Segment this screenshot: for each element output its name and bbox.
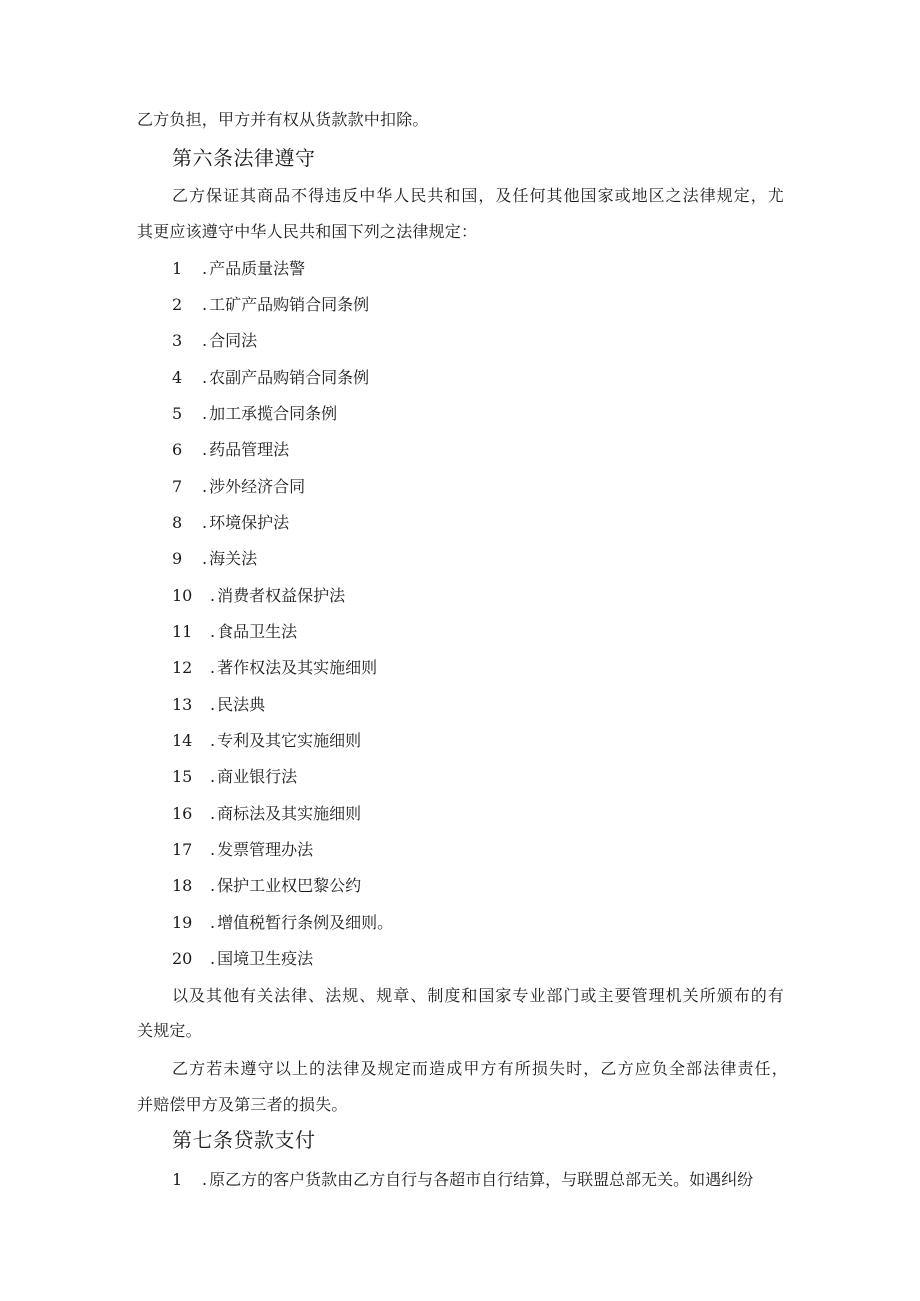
law-title: 商标法及其实施细则 — [217, 804, 362, 823]
law-number: 16 — [172, 804, 193, 823]
law-number: 18 — [172, 876, 193, 895]
law-list-item: 2 . 工矿产品购销合同条例 — [172, 295, 370, 314]
law-list-item: 17 . 发票管理办法 — [172, 840, 314, 859]
law-title: 商业银行法 — [217, 767, 298, 786]
law-number: 7 — [172, 477, 183, 496]
law-title: 国境卫生疫法 — [217, 949, 314, 968]
article-7-item-number: 1 — [172, 1170, 183, 1189]
law-number: 2 — [172, 295, 183, 314]
law-title: 著作权法及其实施细则 — [217, 658, 378, 677]
law-list-item: 9 . 海关法 — [172, 549, 258, 568]
law-list-item: 3 . 合同法 — [172, 331, 258, 350]
law-number: 14 — [172, 731, 193, 750]
law-list-item: 16 . 商标法及其实施细则 — [172, 804, 362, 823]
law-number: 1 — [172, 259, 183, 278]
article-6-heading: 第六条法律遵守 — [172, 146, 316, 170]
law-title: 增值税暂行条例及细则。 — [217, 913, 394, 932]
article-6-liability-line-2: 并赔偿甲方及第三者的损失。 — [137, 1095, 348, 1114]
law-list-item: 14 . 专利及其它实施细则 — [172, 731, 362, 750]
law-number: 4 — [172, 368, 183, 387]
article-6-intro-line-2: 其更应该遵守中华人民共和国下列之法律规定： — [137, 222, 478, 241]
law-number: 5 — [172, 404, 183, 423]
law-title: 专利及其它实施细则 — [217, 731, 362, 750]
law-title: 工矿产品购销合同条例 — [209, 295, 370, 314]
law-list-item: 11 . 食品卫生法 — [172, 622, 298, 641]
law-list-item: 8 . 环境保护法 — [172, 513, 290, 532]
law-list-item: 7 . 涉外经济合同 — [172, 477, 306, 496]
law-number: 6 — [172, 440, 183, 459]
law-title: 保护工业权巴黎公约 — [217, 876, 362, 895]
law-number: 8 — [172, 513, 183, 532]
law-title: 产品质量法警 — [209, 259, 306, 278]
paragraph-continuation: 乙方负担，甲方并有权从货款款中扣除。 — [137, 110, 429, 129]
law-number: 10 — [172, 586, 193, 605]
article-7-heading: 第七条贷款支付 — [172, 1128, 316, 1152]
law-list-item: 5 . 加工承揽合同条例 — [172, 404, 338, 423]
law-list-item: 4 . 农副产品购销合同条例 — [172, 368, 370, 387]
law-list-item: 20 . 国境卫生疫法 — [172, 949, 314, 968]
law-list-item: 18 . 保护工业权巴黎公约 — [172, 876, 362, 895]
law-number: 9 — [172, 549, 183, 568]
article-7-item-text: 原乙方的客户货款由乙方自行与各超市自行结算，与联盟总部无关。如遇纠纷 — [209, 1170, 754, 1189]
law-title: 民法典 — [217, 695, 266, 714]
law-number: 20 — [172, 949, 193, 968]
law-title: 发票管理办法 — [217, 840, 314, 859]
law-number: 13 — [172, 695, 193, 714]
article-6-intro-line-1: 乙方保证其商品不得违反中华人民共和国，及任何其他国家或地区之法律规定，尤 — [172, 186, 784, 205]
law-title: 涉外经济合同 — [209, 477, 306, 496]
law-number: 17 — [172, 840, 193, 859]
law-title: 海关法 — [209, 549, 258, 568]
law-title: 合同法 — [209, 331, 258, 350]
law-list-item: 13 . 民法典 — [172, 695, 266, 714]
law-number: 3 — [172, 331, 183, 350]
law-title: 加工承揽合同条例 — [209, 404, 338, 423]
law-number: 19 — [172, 913, 193, 932]
law-list-item: 15 . 商业银行法 — [172, 767, 298, 786]
law-title: 药品管理法 — [209, 440, 290, 459]
law-number: 12 — [172, 658, 193, 677]
law-title: 食品卫生法 — [217, 622, 298, 641]
law-title: 环境保护法 — [209, 513, 290, 532]
law-list-item: 1 . 产品质量法警 — [172, 259, 306, 278]
article-6-closing-line-1: 以及其他有关法律、法规、规章、制度和国家专业部门或主要管理机关所颁布的有 — [172, 986, 784, 1005]
law-list-item: 19 . 增值税暂行条例及细则。 — [172, 913, 394, 932]
law-title: 农副产品购销合同条例 — [209, 368, 370, 387]
article-6-liability-line-1: 乙方若未遵守以上的法律及规定而造成甲方有所损失时，乙方应负全部法律责任， — [172, 1059, 788, 1078]
article-7-item-1: 1 . 原乙方的客户货款由乙方自行与各超市自行结算，与联盟总部无关。如遇纠纷 — [172, 1170, 754, 1189]
law-list-item: 10 . 消费者权益保护法 — [172, 586, 346, 605]
law-number: 15 — [172, 767, 193, 786]
article-6-closing-line-2: 关规定。 — [137, 1021, 202, 1040]
law-list-item: 6 . 药品管理法 — [172, 440, 290, 459]
law-title: 消费者权益保护法 — [217, 586, 346, 605]
law-list-item: 12 . 著作权法及其实施细则 — [172, 658, 378, 677]
law-number: 11 — [172, 622, 193, 641]
